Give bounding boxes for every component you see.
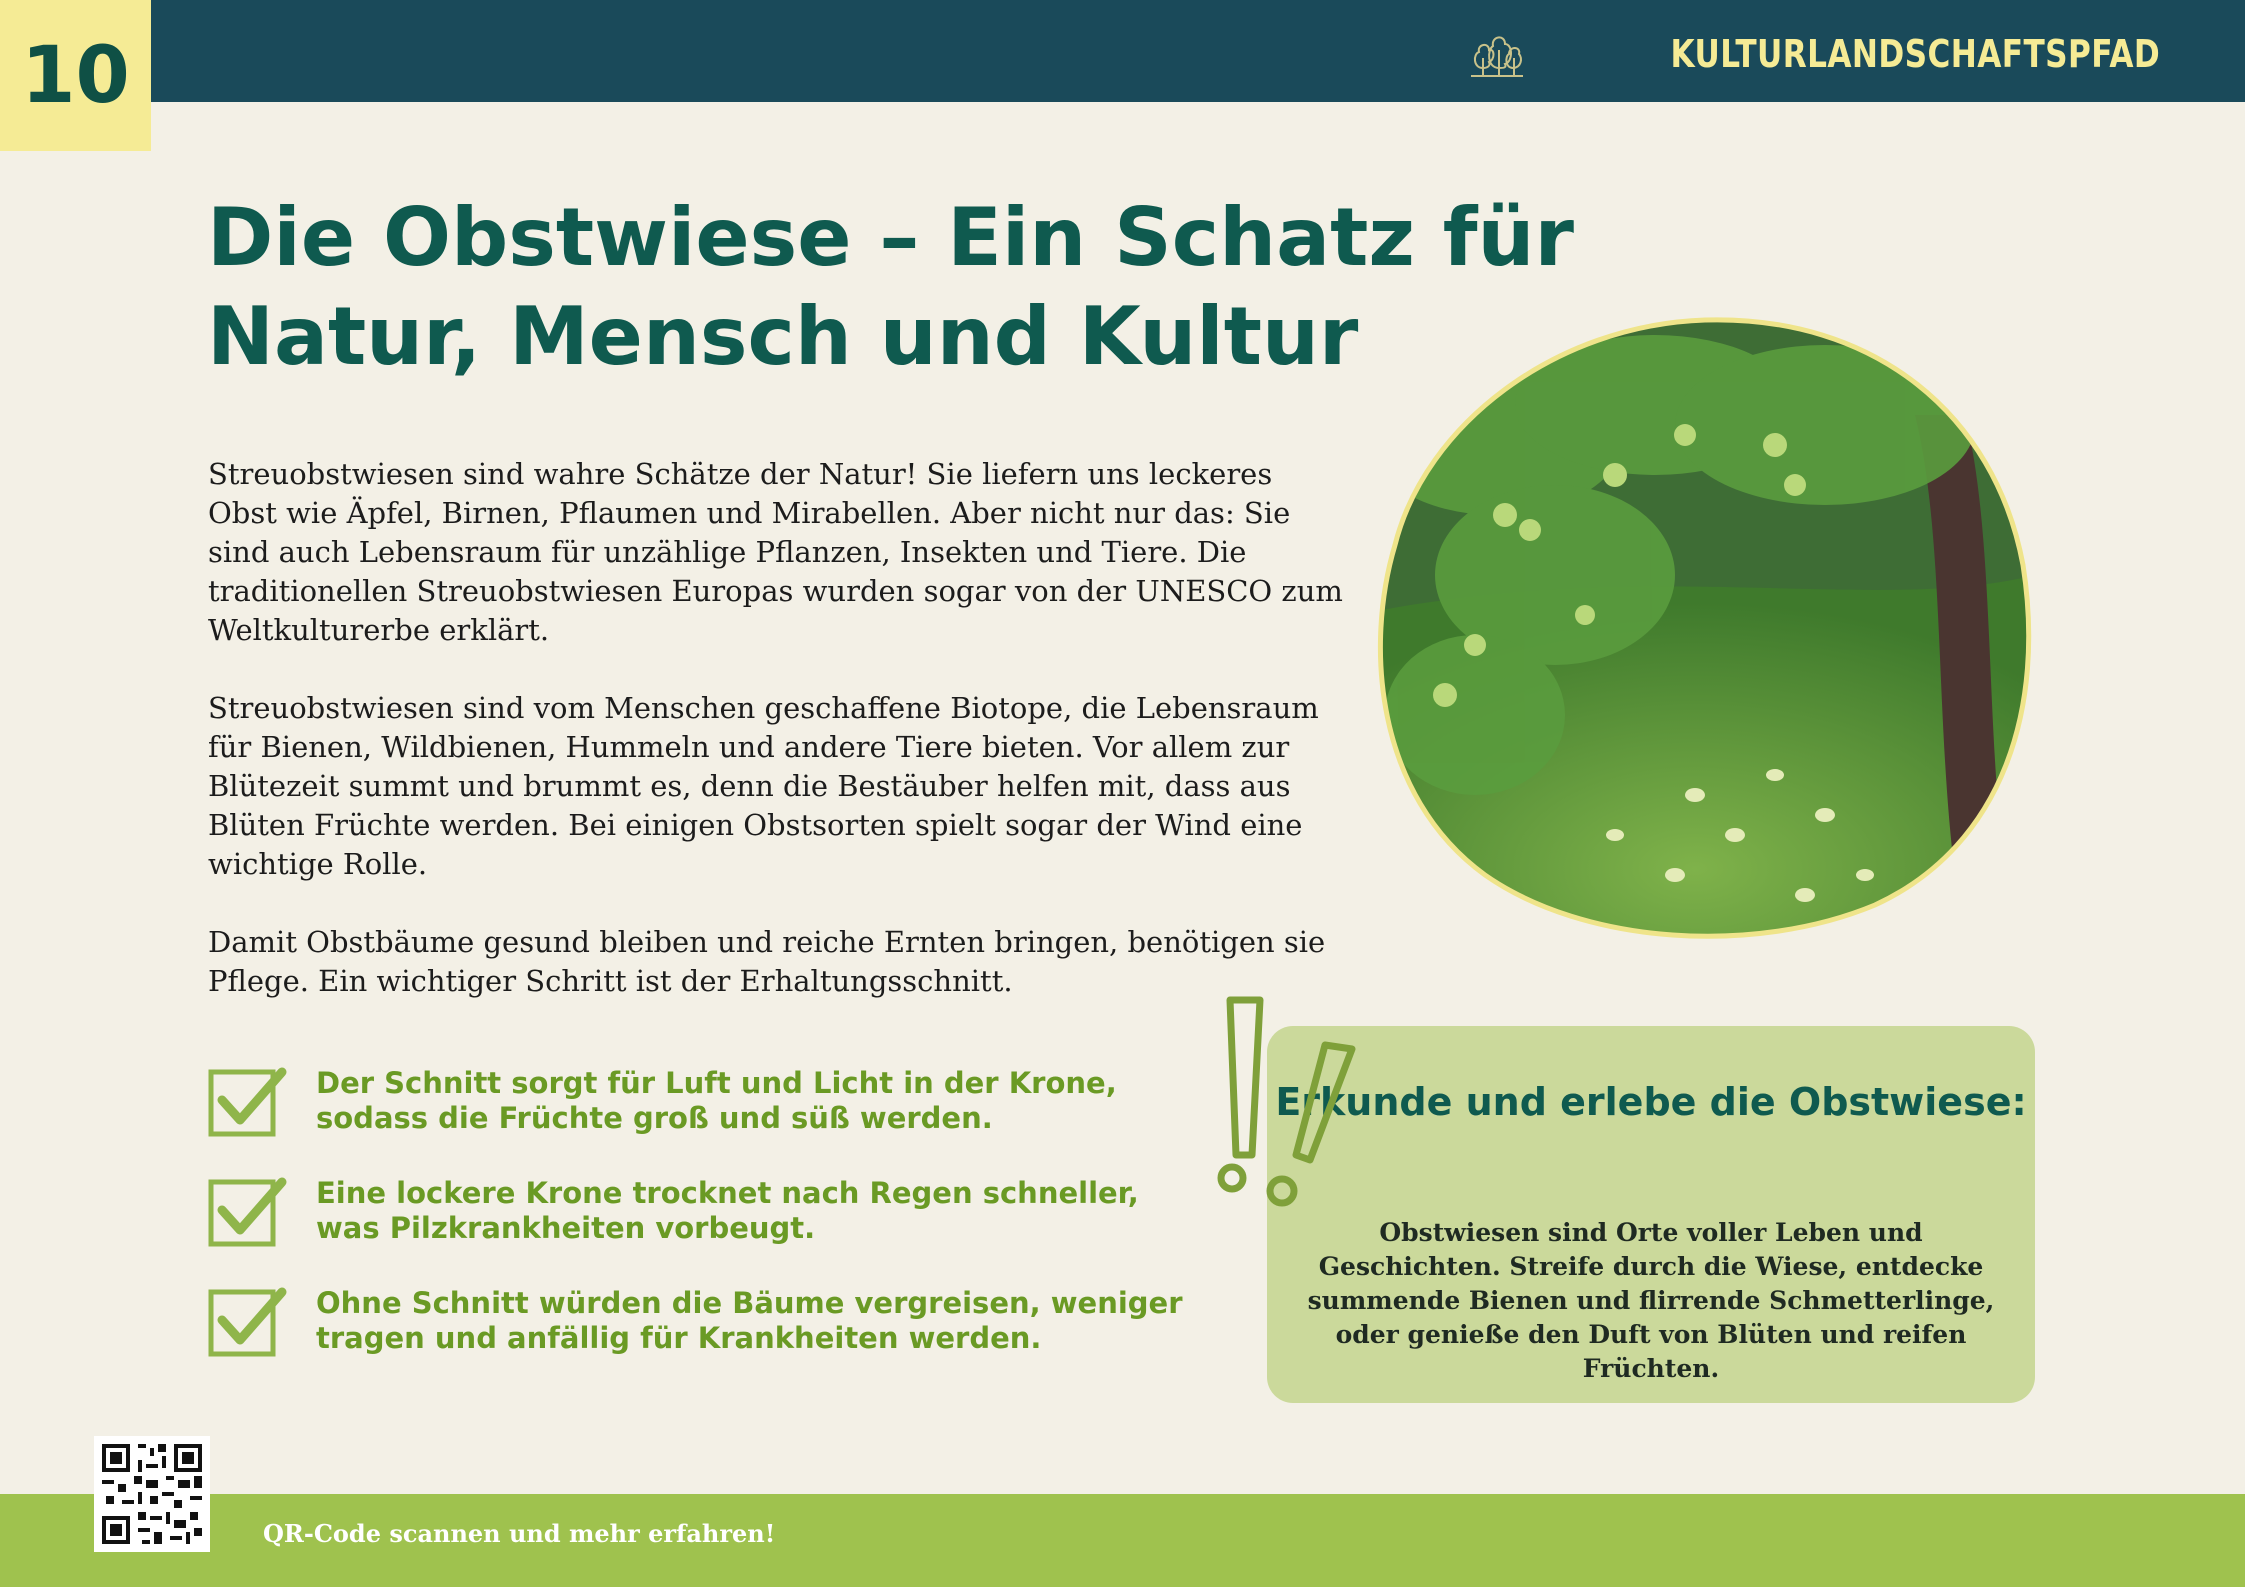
checklist-text: Ohne Schnitt würden die Bäume vergreisen, weniger tragen und anfällig für Krankheiten werden. [316, 1286, 1183, 1355]
title-line-2: Natur, Mensch und Kultur [207, 290, 1359, 383]
checklist [208, 1066, 1208, 1396]
info-box-text: Obstwiesen sind Orte voller Leben und Geschichten. Streife durch die Wiese, entdecke summende Bienen und flirrende Schmetterlinge, oder genieße den Duft von Blüten und reifen Früchten. [1307, 1218, 1995, 1383]
checklist-text: Der Schnitt sorgt für Luft und Licht in der Krone, sodass die Früchte groß und süß werden. [316, 1066, 1117, 1135]
station-number: 10 [21, 30, 130, 121]
orchard-photo [1355, 315, 2035, 945]
body-text [208, 455, 1343, 1040]
paragraph: Streuobstwiesen sind vom Menschen geschaffene Biotope, die Lebensraum für Bienen, Wildbienen, Hummeln und andere Tiere bieten. Vor allem zur Blütezeit summt und brummt es, denn die Bestäuber helfen mit, dass aus Blüten Früchte werden. Bei einigen Obstsorten spielt sogar der Wind eine wichtige Rolle. [208, 691, 1319, 881]
brand-name: KULTURLANDSCHAFTSPFAD [1670, 32, 2160, 76]
paragraph: Streuobstwiesen sind wahre Schätze der Natur! Sie liefern uns leckeres Obst wie Äpfel, Birnen, Pflaumen und Mirabellen. Aber nicht nur das: Sie sind auch Lebensraum für unzählige Pflanzen, Insekten und Tiere. Die traditionellen Streuobstwiesen Europas wurden sogar von der UNESCO zum Weltkulturerbe erklärt. [208, 457, 1343, 647]
checkbox-check-icon [208, 1176, 288, 1248]
checkbox-check-icon [208, 1066, 288, 1138]
brand [1469, 28, 2160, 80]
checklist-text: Eine lockere Krone trocknet nach Regen schneller, was Pilzkrankheiten vorbeugt. [316, 1176, 1139, 1245]
trees-icon [1469, 28, 1525, 80]
station-number-badge [0, 0, 151, 151]
exclamation-icon [1210, 995, 1360, 1215]
info-box [1267, 1026, 2035, 1403]
qr-code-icon[interactable] [94, 1436, 210, 1552]
title-line-1: Die Obstwiese – Ein Schatz für [207, 191, 1574, 284]
paragraph: Damit Obstbäume gesund bleiben und reiche Ernten bringen, benötigen sie Pflege. Ein wichtiger Schritt ist der Erhaltungsschnitt. [208, 925, 1326, 998]
list-item [208, 1066, 1208, 1176]
footer-text: QR-Code scannen und mehr erfahren! [263, 1519, 776, 1548]
info-box-title: Erkunde und erlebe die Obstwiese: [1275, 1080, 2027, 1124]
list-item [208, 1176, 1208, 1286]
checkbox-check-icon [208, 1286, 288, 1358]
list-item [208, 1286, 1208, 1396]
